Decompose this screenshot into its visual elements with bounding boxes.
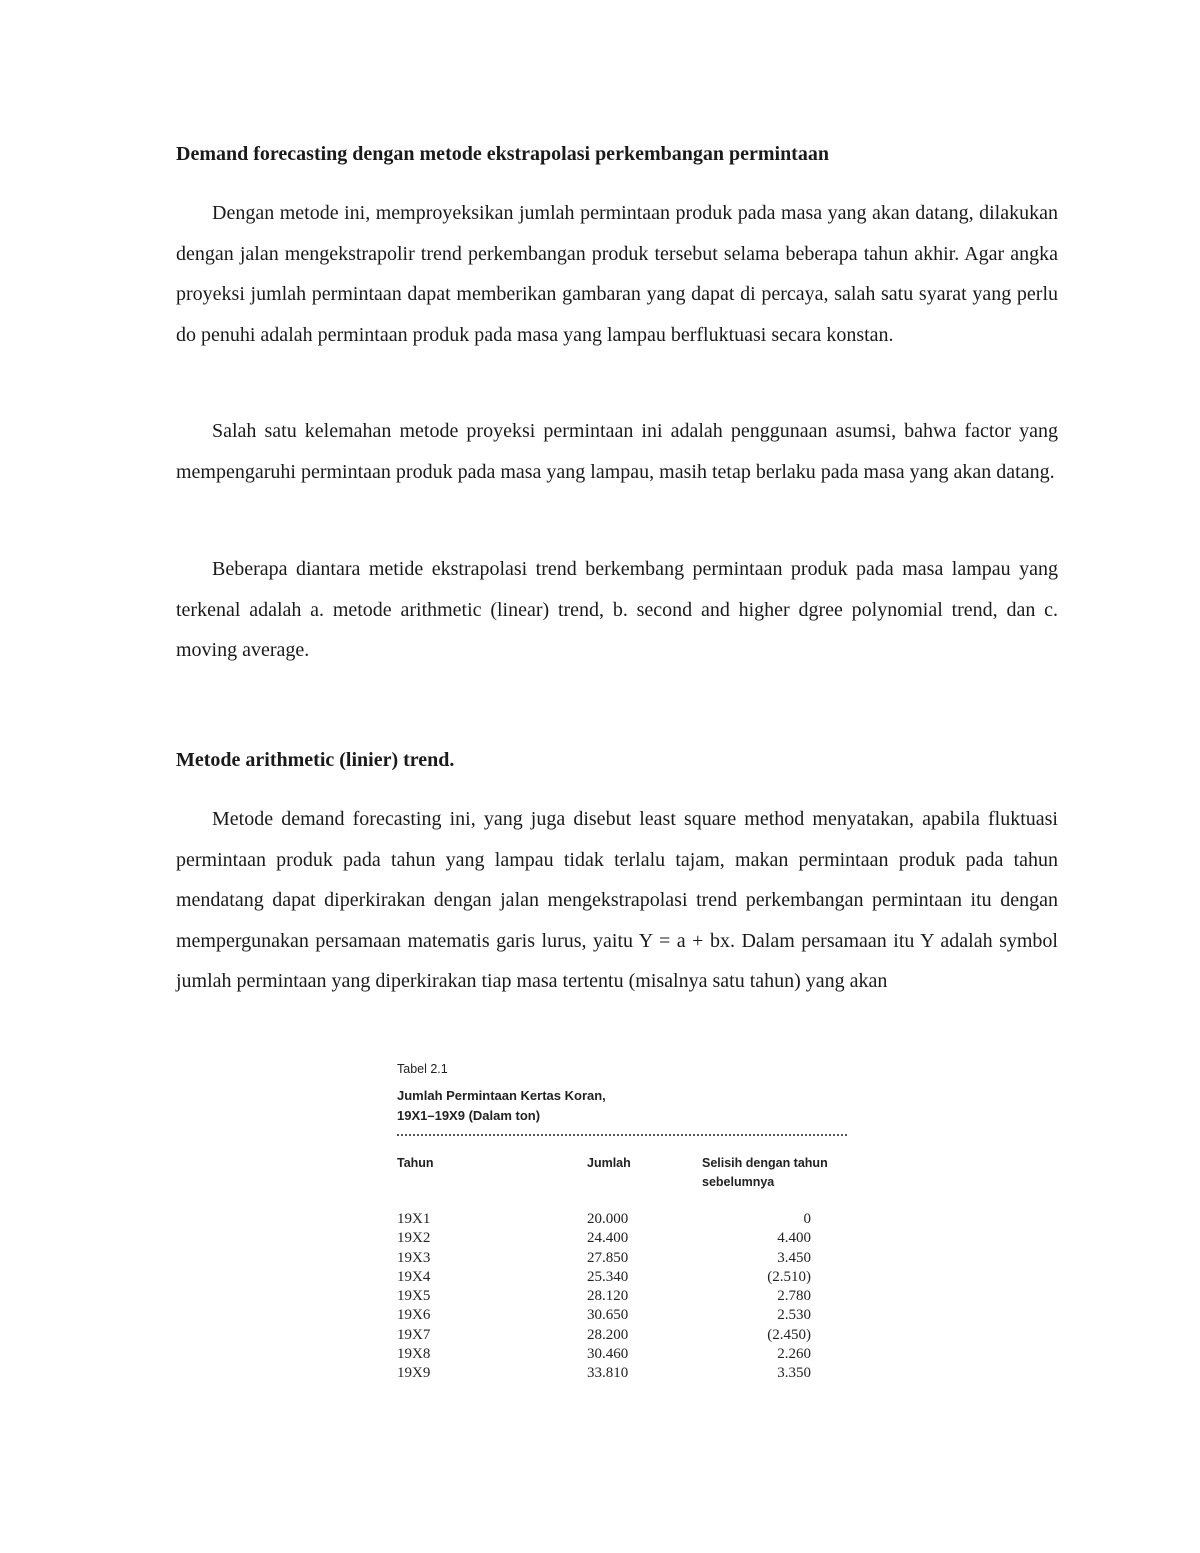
table-row — [397, 1249, 847, 1268]
cell-selisih: 0 — [803, 1211, 811, 1227]
table-figure — [397, 1062, 847, 1384]
table-row — [397, 1326, 847, 1345]
cell-selisih: (2.450) — [767, 1326, 811, 1343]
cell-tahun: 19X3 — [397, 1249, 431, 1266]
cell-tahun: 19X8 — [397, 1346, 431, 1363]
table-row — [397, 1268, 847, 1287]
paragraph-method-weakness: Salah satu kelemahan metode proyeksi permintaan ini adalah penggunaan asumsi, bahwa factor yang mempengaruhi permintaan produk pada masa yang lampau, masih tetap berlaku pada masa yang akan datang. — [176, 420, 1058, 483]
paragraph-method-examples: Beberapa diantara metide ekstrapolasi trend berkembang permintaan produk pada masa lampau yang terkenal adalah a. metode arithmetic (linear) trend, b. second and higher dgree polynomial trend, dan c. moving average. — [176, 558, 1058, 661]
table-row — [397, 1287, 847, 1306]
header-jumlah: Jumlah — [587, 1156, 631, 1170]
cell-tahun: 19X7 — [397, 1326, 431, 1343]
paragraph-least-square: Metode demand forecasting ini, yang juga disebut least square method menyatakan, apabila fluktuasi permintaan produk pada tahun yang lampau tidak terlalu tajam, makan permintaan produk pada tahun mendatang dapat diperkirakan dengan jalan mengekstrapolasi trend perkembangan permintaan itu dengan mempergunakan persamaan matematis garis lurus, yaitu Y = a + bx. Dalam persamaan itu Y adalah symbol jumlah permintaan yang diperkirakan tiap masa tertentu (misalnya satu tahun) yang akan — [176, 808, 1058, 992]
cell-tahun: 19X9 — [397, 1365, 431, 1382]
cell-jumlah: 30.650 — [587, 1307, 629, 1324]
cell-selisih: 3.350 — [777, 1365, 811, 1382]
table-title-line1: Jumlah Permintaan Kertas Koran, — [397, 1088, 606, 1103]
cell-tahun: 19X2 — [397, 1230, 431, 1247]
cell-jumlah: 20.000 — [587, 1211, 629, 1227]
cell-jumlah: 30.460 — [587, 1346, 629, 1363]
cell-selisih: 4.400 — [777, 1230, 811, 1247]
cell-selisih: 2.780 — [777, 1288, 811, 1305]
table-row — [397, 1345, 847, 1364]
cell-selisih: 3.450 — [777, 1249, 811, 1266]
cell-jumlah: 28.200 — [587, 1326, 629, 1343]
table-row — [397, 1306, 847, 1325]
table-caption: Tabel 2.1 — [397, 1062, 448, 1076]
table-row — [397, 1364, 847, 1383]
cell-jumlah: 33.810 — [587, 1365, 629, 1382]
section-heading-demand-forecasting: Demand forecasting dengan metode ekstrapolasi perkembangan permintaan — [176, 143, 829, 165]
table-row — [397, 1210, 847, 1229]
cell-selisih: 2.530 — [777, 1307, 811, 1324]
cell-selisih: (2.510) — [767, 1268, 811, 1285]
table-title-line2: 19X1–19X9 (Dalam ton) — [397, 1108, 541, 1123]
cell-jumlah: 28.120 — [587, 1288, 629, 1305]
header-tahun: Tahun — [397, 1156, 434, 1170]
cell-jumlah: 27.850 — [587, 1249, 629, 1266]
cell-tahun: 19X1 — [397, 1211, 431, 1227]
table-row — [397, 1229, 847, 1248]
paragraph-method-description: Dengan metode ini, memproyeksikan jumlah permintaan produk pada masa yang akan datang, dilakukan dengan jalan mengekstrapolir trend perkembangan produk tersebut selama beberapa tahun akhir. Agar angka proyeksi jumlah permintaan dapat memberikan gambaran yang dapat di percaya, salah satu syarat yang perlu do penuhi adalah permintaan produk pada masa yang lampau berfluktuasi secara konstan. — [176, 202, 1058, 346]
cell-tahun: 19X6 — [397, 1307, 431, 1324]
table-header-row — [397, 1154, 847, 1210]
table-dotted-rule — [397, 1134, 847, 1136]
cell-tahun: 19X5 — [397, 1288, 431, 1305]
header-selisih: Selisih dengan tahun sebelumnya — [702, 1156, 828, 1189]
cell-selisih: 2.260 — [777, 1346, 811, 1363]
table-body — [397, 1210, 847, 1384]
cell-jumlah: 25.340 — [587, 1268, 629, 1285]
section-heading-arithmetic-trend: Metode arithmetic (linier) trend. — [176, 749, 455, 771]
cell-jumlah: 24.400 — [587, 1230, 629, 1247]
cell-tahun: 19X4 — [397, 1268, 431, 1285]
